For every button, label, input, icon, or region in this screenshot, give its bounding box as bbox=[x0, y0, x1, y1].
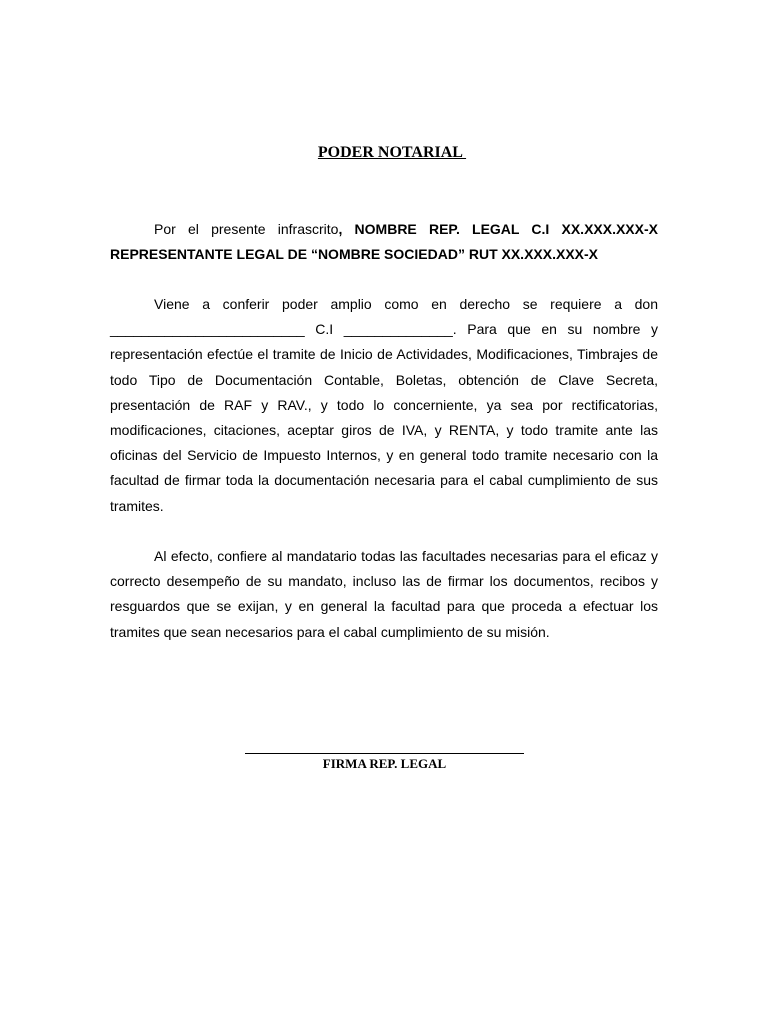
paragraph-faculties bbox=[110, 544, 658, 645]
grantor-intro-text: Por el presente infrascrito bbox=[154, 221, 339, 237]
signature-line bbox=[245, 753, 524, 754]
signature-label: FIRMA REP. LEGAL bbox=[322, 756, 447, 771]
paragraph-powers bbox=[110, 292, 658, 519]
document-title-container bbox=[0, 126, 768, 180]
faculties-text: Al efecto, confiere al mandatario todas las facultades necesarias para el eficaz y correcto desempeño de su mandato, incluso las de firmar los documentos, recibos y resguardos que se exijan, y en general la facultad para que proceda a efectuar los tramites que sean necesarios para el cabal cumplimiento de su misión. bbox=[110, 548, 658, 640]
powers-text: Viene a conferir poder amplio como en derecho se requiere a don _________________________ C.I ______________. Para que en su nombre y representación efectúe el tramite de Inicio de Actividades, Modificaciones, Timbrajes de todo Tipo de Documentación Contable, Boletas, obtención de Clave Secreta, presentación de RAF y RAV., y todo lo concerniente, ya sea por rectificatorias, modificaciones, citaciones, aceptar giros de IVA, y RENTA, y todo tramite ante las oficinas del Servicio de Impuesto Internos, y en general todo tramite necesario con la facultad de firmar toda la documentación necesaria para el cabal cumplimiento de sus tramites. bbox=[110, 296, 658, 514]
paragraph-grantor bbox=[110, 217, 658, 267]
document-title: PODER NOTARIAL bbox=[317, 144, 467, 161]
grantor-identification: , NOMBRE REP. LEGAL C.I XX.XXX.XXX-X REPRESENTANTE LEGAL DE “NOMBRE SOCIEDAD” RUT XX.XXX.XXX-X bbox=[110, 221, 658, 263]
